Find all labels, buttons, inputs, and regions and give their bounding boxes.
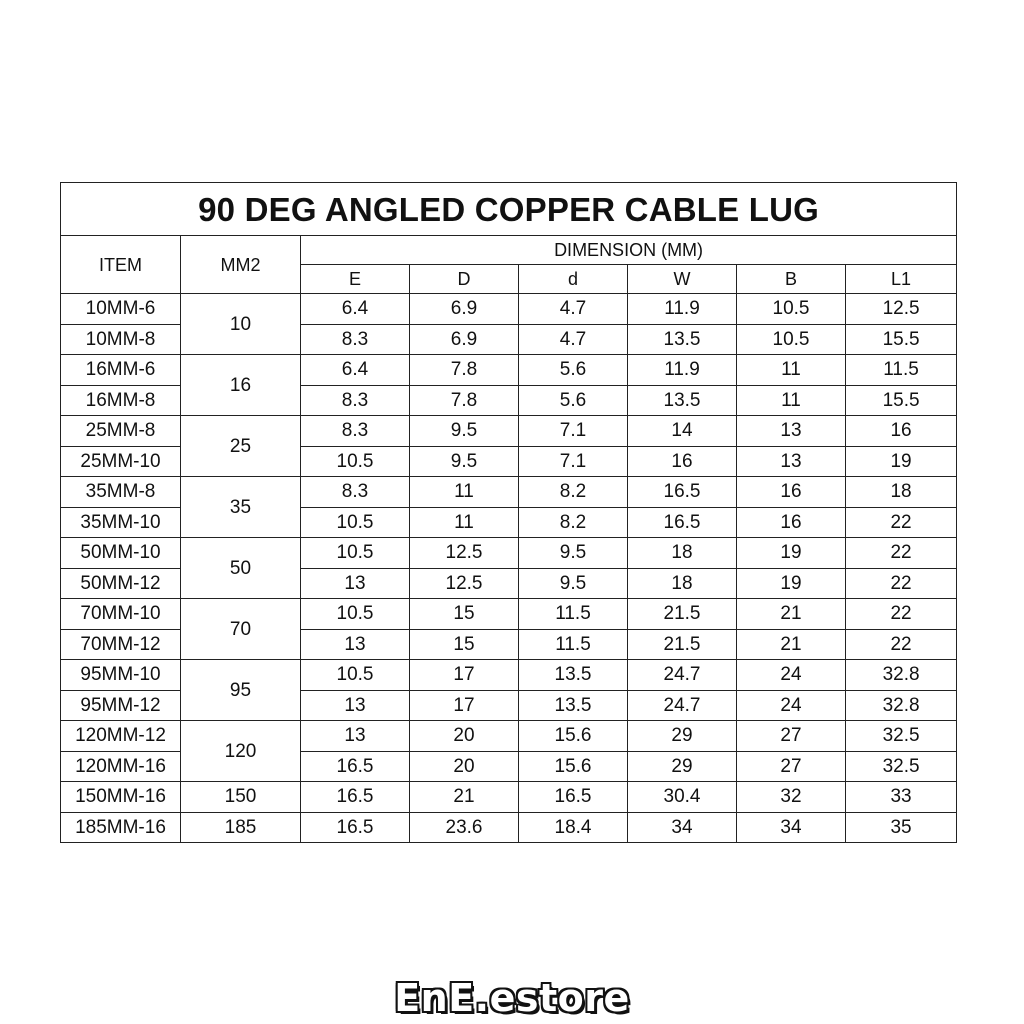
mm2-cell: 10 [181, 294, 301, 355]
dimension-cell: 19 [737, 538, 846, 569]
table-row [61, 355, 957, 386]
mm2-cell: 185 [181, 812, 301, 843]
dimension-cell: 11 [410, 507, 519, 538]
table-row [61, 782, 957, 813]
dimension-cell: 8.3 [301, 324, 410, 355]
dimension-cell: 7.8 [410, 355, 519, 386]
dimension-cell: 13 [737, 416, 846, 447]
dimension-cell: 16.5 [301, 751, 410, 782]
dimension-cell: 19 [846, 446, 957, 477]
dimension-cell: 21 [737, 629, 846, 660]
header-dim-w: W [628, 265, 737, 294]
item-cell: 25MM-8 [61, 416, 181, 447]
dimension-cell: 10.5 [737, 294, 846, 325]
dimension-cell: 7.1 [519, 416, 628, 447]
dimension-cell: 13 [301, 629, 410, 660]
table-row [61, 721, 957, 752]
dimension-cell: 11.5 [519, 599, 628, 630]
dimension-cell: 16.5 [519, 782, 628, 813]
dimension-cell: 8.3 [301, 477, 410, 508]
dimension-cell: 17 [410, 660, 519, 691]
dimension-cell: 13.5 [519, 690, 628, 721]
table-row [61, 599, 957, 630]
item-cell: 35MM-8 [61, 477, 181, 508]
dimension-cell: 7.1 [519, 446, 628, 477]
dimension-cell: 9.5 [519, 538, 628, 569]
dimension-cell: 34 [628, 812, 737, 843]
dimension-cell: 6.4 [301, 294, 410, 325]
dimension-cell: 11.9 [628, 355, 737, 386]
dimension-cell: 14 [628, 416, 737, 447]
store-watermark-logo: EnE.estore [394, 976, 630, 1020]
item-cell: 16MM-8 [61, 385, 181, 416]
mm2-cell: 150 [181, 782, 301, 813]
dimension-cell: 21 [410, 782, 519, 813]
dimension-cell: 11 [410, 477, 519, 508]
dimension-cell: 27 [737, 751, 846, 782]
dimension-cell: 12.5 [410, 538, 519, 569]
dimension-cell: 22 [846, 568, 957, 599]
mm2-cell: 95 [181, 660, 301, 721]
dimension-cell: 6.9 [410, 324, 519, 355]
header-dim-d-lower: d [519, 265, 628, 294]
dimension-cell: 27 [737, 721, 846, 752]
dimension-cell: 33 [846, 782, 957, 813]
header-dim-l1: L1 [846, 265, 957, 294]
item-cell: 95MM-10 [61, 660, 181, 691]
dimension-cell: 22 [846, 629, 957, 660]
dimension-cell: 16.5 [628, 477, 737, 508]
dimension-cell: 21.5 [628, 629, 737, 660]
dimension-cell: 9.5 [410, 416, 519, 447]
dimension-cell: 13 [301, 721, 410, 752]
dimension-cell: 6.4 [301, 355, 410, 386]
dimension-cell: 21.5 [628, 599, 737, 630]
dimension-cell: 10.5 [301, 599, 410, 630]
dimension-cell: 8.3 [301, 385, 410, 416]
dimension-cell: 5.6 [519, 355, 628, 386]
mm2-cell: 16 [181, 355, 301, 416]
dimension-cell: 34 [737, 812, 846, 843]
dimension-cell: 32.5 [846, 751, 957, 782]
dimension-cell: 8.2 [519, 477, 628, 508]
dimension-cell: 23.6 [410, 812, 519, 843]
dimension-cell: 10.5 [301, 446, 410, 477]
dimension-cell: 11 [737, 385, 846, 416]
dimension-cell: 15.6 [519, 751, 628, 782]
dimension-cell: 35 [846, 812, 957, 843]
dimension-cell: 9.5 [519, 568, 628, 599]
dimension-cell: 16 [737, 477, 846, 508]
dimension-cell: 16 [628, 446, 737, 477]
dimension-cell: 20 [410, 721, 519, 752]
mm2-cell: 35 [181, 477, 301, 538]
header-dimension-group: DIMENSION (MM) [301, 236, 957, 265]
dimension-cell: 13 [737, 446, 846, 477]
item-cell: 35MM-10 [61, 507, 181, 538]
dimension-cell: 10.5 [301, 660, 410, 691]
dimension-cell: 18 [628, 568, 737, 599]
item-cell: 50MM-10 [61, 538, 181, 569]
dimension-cell: 15.5 [846, 385, 957, 416]
dimension-cell: 32.8 [846, 690, 957, 721]
mm2-cell: 70 [181, 599, 301, 660]
dimension-cell: 13 [301, 568, 410, 599]
dimension-cell: 7.8 [410, 385, 519, 416]
item-cell: 50MM-12 [61, 568, 181, 599]
table-title: 90 DEG ANGLED COPPER CABLE LUG [61, 183, 957, 236]
item-cell: 10MM-8 [61, 324, 181, 355]
dimension-cell: 10.5 [301, 507, 410, 538]
dimension-cell: 15 [410, 629, 519, 660]
item-cell: 25MM-10 [61, 446, 181, 477]
dimension-cell: 16 [737, 507, 846, 538]
dimension-cell: 15 [410, 599, 519, 630]
dimension-cell: 11 [737, 355, 846, 386]
dimension-cell: 4.7 [519, 294, 628, 325]
dimension-cell: 16.5 [301, 812, 410, 843]
item-cell: 150MM-16 [61, 782, 181, 813]
dimension-cell: 13.5 [628, 324, 737, 355]
item-cell: 185MM-16 [61, 812, 181, 843]
dimension-cell: 30.4 [628, 782, 737, 813]
dimension-cell: 20 [410, 751, 519, 782]
dimension-cell: 16.5 [301, 782, 410, 813]
dimension-cell: 5.6 [519, 385, 628, 416]
item-cell: 70MM-12 [61, 629, 181, 660]
dimension-cell: 6.9 [410, 294, 519, 325]
dimension-cell: 22 [846, 538, 957, 569]
table-row [61, 812, 957, 843]
header-dim-d-upper: D [410, 265, 519, 294]
table-row [61, 416, 957, 447]
item-cell: 120MM-12 [61, 721, 181, 752]
dimension-cell: 24.7 [628, 690, 737, 721]
dimension-cell: 29 [628, 751, 737, 782]
item-cell: 95MM-12 [61, 690, 181, 721]
header-dim-e: E [301, 265, 410, 294]
dimension-cell: 11.9 [628, 294, 737, 325]
dimension-cell: 22 [846, 507, 957, 538]
mm2-cell: 120 [181, 721, 301, 782]
header-dim-b: B [737, 265, 846, 294]
spec-table [60, 182, 957, 843]
dimension-cell: 11.5 [519, 629, 628, 660]
dimension-cell: 16.5 [628, 507, 737, 538]
header-item: ITEM [61, 236, 181, 294]
dimension-cell: 13.5 [519, 660, 628, 691]
table-body [61, 294, 957, 843]
dimension-cell: 32.5 [846, 721, 957, 752]
dimension-cell: 15.5 [846, 324, 957, 355]
dimension-cell: 17 [410, 690, 519, 721]
dimension-cell: 12.5 [846, 294, 957, 325]
dimension-cell: 8.2 [519, 507, 628, 538]
dimension-cell: 29 [628, 721, 737, 752]
dimension-cell: 24.7 [628, 660, 737, 691]
item-cell: 70MM-10 [61, 599, 181, 630]
dimension-cell: 21 [737, 599, 846, 630]
dimension-cell: 12.5 [410, 568, 519, 599]
dimension-cell: 11.5 [846, 355, 957, 386]
dimension-cell: 18 [628, 538, 737, 569]
dimension-cell: 16 [846, 416, 957, 447]
dimension-cell: 4.7 [519, 324, 628, 355]
item-cell: 16MM-6 [61, 355, 181, 386]
dimension-cell: 24 [737, 690, 846, 721]
dimension-cell: 22 [846, 599, 957, 630]
table-row [61, 660, 957, 691]
dimension-cell: 32 [737, 782, 846, 813]
table-row [61, 538, 957, 569]
dimension-cell: 18.4 [519, 812, 628, 843]
table-row [61, 477, 957, 508]
dimension-cell: 10.5 [737, 324, 846, 355]
dimension-cell: 10.5 [301, 538, 410, 569]
mm2-cell: 25 [181, 416, 301, 477]
dimension-cell: 32.8 [846, 660, 957, 691]
item-cell: 120MM-16 [61, 751, 181, 782]
table-row [61, 294, 957, 325]
dimension-cell: 9.5 [410, 446, 519, 477]
header-mm2: MM2 [181, 236, 301, 294]
dimension-cell: 13.5 [628, 385, 737, 416]
dimension-cell: 18 [846, 477, 957, 508]
item-cell: 10MM-6 [61, 294, 181, 325]
dimension-cell: 15.6 [519, 721, 628, 752]
mm2-cell: 50 [181, 538, 301, 599]
dimension-cell: 19 [737, 568, 846, 599]
dimension-cell: 24 [737, 660, 846, 691]
dimension-cell: 8.3 [301, 416, 410, 447]
dimension-cell: 13 [301, 690, 410, 721]
